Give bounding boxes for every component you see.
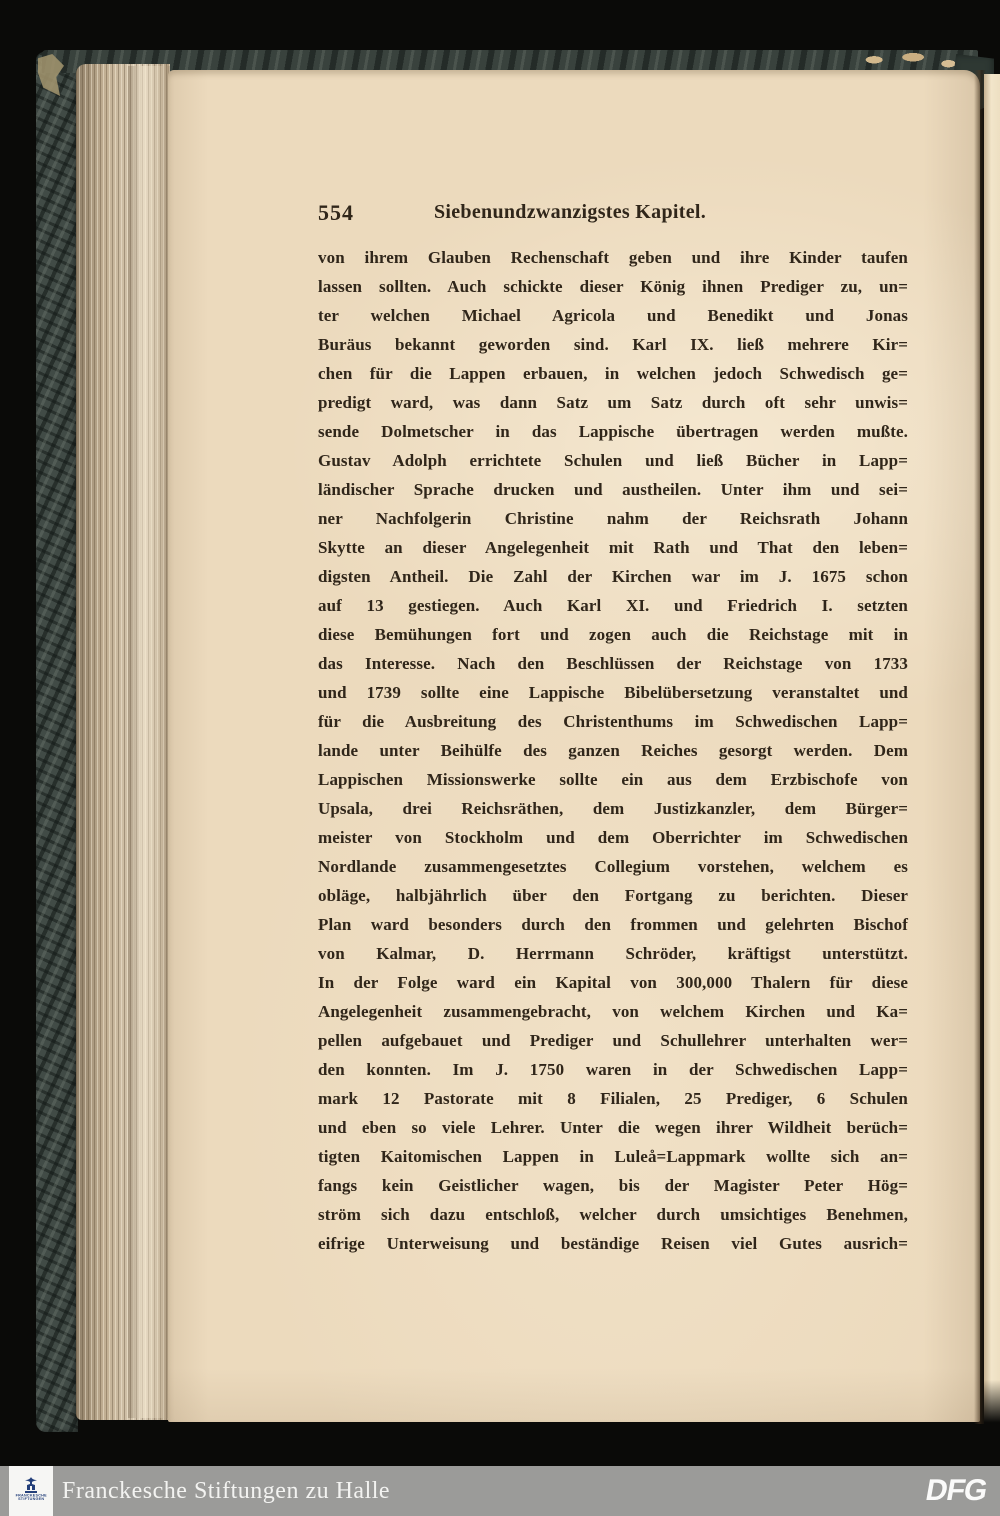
book-cover-left-edge bbox=[36, 52, 78, 1432]
text-line: meister von Stockholm und dem Oberrichter im Schwedischen bbox=[318, 828, 908, 847]
text-line: Buräus bekannt geworden sind. Karl IX. ließ mehrere Kir= bbox=[318, 335, 908, 354]
text-line: diese Bemühungen fort und zogen auch die Reichstage mit in bbox=[318, 625, 908, 644]
text-line: und eben so viele Lehrer. Unter die wegen ihrer Wildheit berüch= bbox=[318, 1118, 908, 1137]
text-line: predigt ward, was dann Satz um Satz durch oft sehr unwis= bbox=[318, 393, 908, 412]
page-number: 554 bbox=[318, 200, 354, 225]
text-line: das Interesse. Nach den Beschlüssen der Reichstage von 1733 bbox=[318, 654, 908, 673]
text-line: lassen sollten. Auch schickte dieser König ihnen Prediger zu, un= bbox=[318, 277, 908, 296]
printed-text-area bbox=[318, 198, 908, 1258]
text-line: Plan ward besonders durch den frommen und gelehrten Bischof bbox=[318, 915, 908, 934]
text-line: Angelegenheit zusammengebracht, von welchem Kirchen und Ka= bbox=[318, 1002, 908, 1021]
text-line: fangs kein Geistlicher wagen, bis der Magister Peter Hög= bbox=[318, 1176, 908, 1195]
text-line: Skytte an dieser Angelegenheit mit Rath und That den leben= bbox=[318, 538, 908, 557]
text-line: eifrige Unterweisung und beständige Reisen viel Gutes ausrich= bbox=[318, 1234, 908, 1253]
text-line: ner Nachfolgerin Christine nahm der Reichsrath Johann bbox=[318, 509, 908, 528]
page-stack-inner-edge bbox=[128, 66, 170, 1418]
text-line: digsten Antheil. Die Zahl der Kirchen war im J. 1675 schon bbox=[318, 567, 908, 586]
text-line: Upsala, drei Reichsräthen, dem Justizkanzler, dem Bürger= bbox=[318, 799, 908, 818]
text-line: ter welchen Michael Agricola und Benedikt und Jonas bbox=[318, 306, 908, 325]
text-line: Lappischen Missionswerke sollte ein aus dem Erzbischofe von bbox=[318, 770, 908, 789]
text-line: Nordlande zusammengesetztes Collegium vorstehen, welchem es bbox=[318, 857, 908, 876]
text-line: mark 12 Pastorate mit 8 Filialen, 25 Prediger, 6 Schulen bbox=[318, 1089, 908, 1108]
text-line: In der Folge ward ein Kapital von 300,000 Thalern für diese bbox=[318, 973, 908, 992]
text-line: tigten Kaitomischen Lappen in Luleå=Lappmark wollte sich an= bbox=[318, 1147, 908, 1166]
viewer-footer-bar bbox=[0, 1466, 1000, 1516]
dfg-logo: DFG bbox=[922, 1474, 989, 1507]
text-line: von Kalmar, D. Herrmann Schröder, kräftigst unterstützt. bbox=[318, 944, 908, 963]
text-line: auf 13 gestiegen. Auch Karl XI. und Friedrich I. setzten bbox=[318, 596, 908, 615]
page-header bbox=[318, 198, 908, 228]
text-line: chen für die Lappen erbauen, in welchen jedoch Schwedisch ge= bbox=[318, 364, 908, 383]
next-page-edge bbox=[984, 74, 1000, 1426]
institution-label: Franckesche Stiftungen zu Halle bbox=[62, 1478, 391, 1504]
chapter-running-title: Siebenundzwanzigstes Kapitel. bbox=[433, 201, 707, 223]
next-page-edge-shadow bbox=[984, 1380, 1000, 1430]
franckesche-stiftungen-logo bbox=[9, 1466, 53, 1516]
text-line: und 1739 sollte eine Lappische Bibelübersetzung veranstaltet und bbox=[318, 683, 908, 702]
text-line: Gustav Adolph errichtete Schulen und ließ Bücher in Lapp= bbox=[318, 451, 908, 470]
logo-caption-line1: FRANCKESCHE bbox=[15, 1494, 47, 1498]
logo-caption bbox=[15, 1494, 46, 1501]
text-line: lande unter Beihülfe des ganzen Reiches gesorgt werden. Dem bbox=[318, 741, 908, 760]
text-line: sende Dolmetscher in das Lappische übertragen werden mußte. bbox=[318, 422, 908, 441]
text-line: ström sich dazu entschloß, welcher durch umsichtiges Benehmen, bbox=[318, 1205, 908, 1224]
text-line: für die Ausbreitung des Christenthums im Schwedischen Lapp= bbox=[318, 712, 908, 731]
book-page bbox=[168, 70, 980, 1422]
text-line: pellen aufgebauet und Prediger und Schullehrer unterhalten wer= bbox=[318, 1031, 908, 1050]
text-line: von ihrem Glauben Rechenschaft geben und ihre Kinder taufen bbox=[318, 248, 908, 267]
page-body-text bbox=[318, 243, 908, 1258]
text-line: ländischer Sprache drucken und austheilen. Unter ihm und sei= bbox=[318, 480, 908, 499]
logo-caption-line2: STIFTUNGEN bbox=[17, 1497, 45, 1502]
text-line: obläge, halbjährlich über den Fortgang zu berichten. Dieser bbox=[318, 886, 908, 905]
franckesche-eagle-icon bbox=[21, 1476, 41, 1494]
text-line: den konnten. Im J. 1750 waren in der Schwedischen Lapp= bbox=[318, 1060, 908, 1079]
